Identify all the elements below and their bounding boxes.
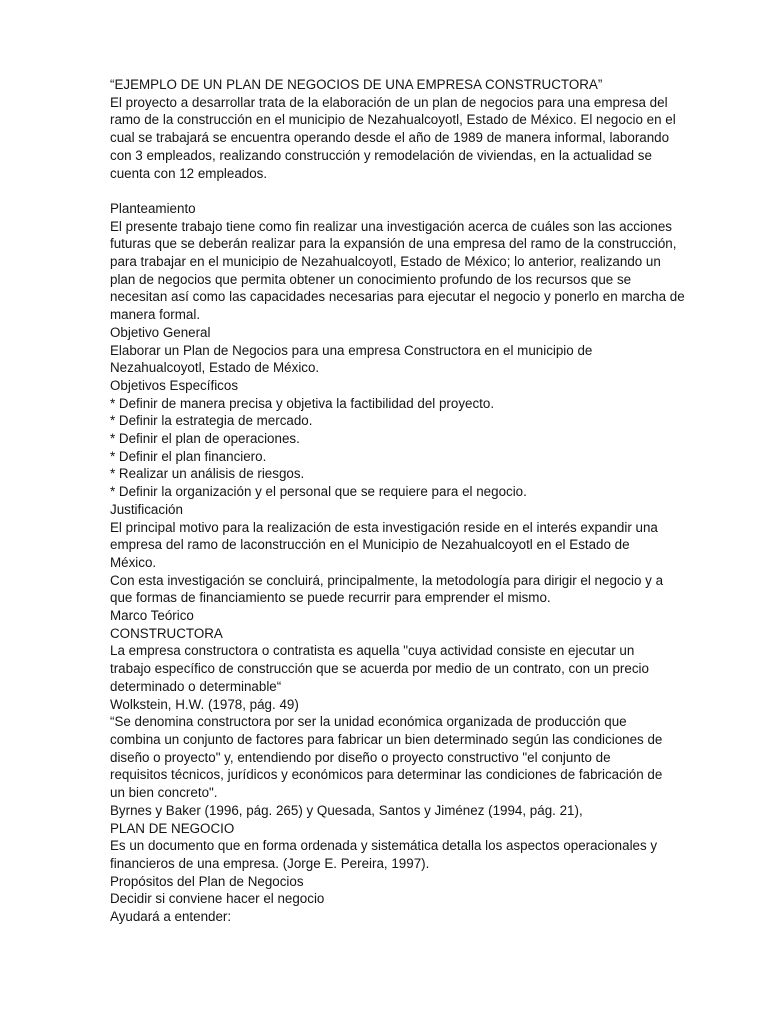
text-line: necesitan así como las capacidades necesarias para ejecutar el negocio y ponerlo en marcha de	[110, 289, 685, 305]
section-marco-teorico	[110, 607, 670, 819]
list-item: * Definir el plan financiero.	[110, 448, 267, 464]
text-line: un bien concreto".	[110, 785, 218, 801]
text-line: diseño o proyecto" y, entendiendo por diseño o proyecto constructivo "el conjunto de	[110, 749, 611, 765]
text-line: cuenta con 12 empleados.	[110, 165, 268, 181]
text-line: Es un documento que en forma ordenada y sistemática detalla los aspectos operacionales y	[110, 838, 658, 854]
text-line: para trabajar en el municipio de Nezahualcoyotl, Estado de México; lo anterior, realizando un	[110, 254, 661, 270]
text-line: El principal motivo para la realización de esta investigación reside en el interés expandir una	[110, 519, 658, 535]
section-heading: Marco Teórico	[110, 608, 194, 624]
section-heading: Propósitos del Plan de Negocios	[110, 873, 304, 889]
text-line: determinado o determinable“	[110, 678, 282, 694]
list-item: * Definir la estrategia de mercado.	[110, 413, 313, 429]
text-line: El proyecto a desarrollar trata de la elaboración de un plan de negocios para una empresa del	[110, 94, 668, 110]
section-heading: PLAN DE NEGOCIO	[110, 820, 235, 836]
text-line: futuras que se deberán realizar para la expansión de una empresa del ramo de la construcción,	[110, 236, 677, 252]
document-title: “EJEMPLO DE UN PLAN DE NEGOCIOS DE UNA EMPRESA CONSTRUCTORA”	[110, 77, 603, 92]
section-heading: Justificación	[110, 501, 183, 517]
text-line: Elaborar un Plan de Negocios para una empresa Constructora en el municipio de	[110, 342, 593, 358]
text-line: Decidir si conviene hacer el negocio	[110, 891, 325, 907]
section-heading: Objetivo General	[110, 324, 211, 340]
text-line: cual se trabajará se encuentra operando desde el año de 1989 de manera informal, laborando	[110, 130, 670, 146]
text-line: Con esta investigación se concluirá, principalmente, la metodología para dirigir el negocio y a	[110, 572, 664, 588]
citation-line: Byrnes y Baker (1996, pág. 265) y Quesada, Santos y Jiménez (1994, pág. 21),	[110, 802, 583, 818]
section-subheading: CONSTRUCTORA	[110, 625, 223, 641]
text-line: El presente trabajo tiene como fin realizar una investigación acerca de cuáles son las acciones	[110, 218, 672, 234]
text-line: que formas de financiamiento se puede recurrir para emprender el mismo.	[110, 590, 551, 606]
citation-line: Wolkstein, H.W. (1978, pág. 49)	[110, 696, 299, 712]
text-line: “Se denomina constructora por ser la unidad económica organizada de producción que	[110, 714, 627, 730]
list-item: * Definir la organización y el personal que se requiere para el negocio.	[110, 484, 527, 500]
section-objetivos-especificos	[110, 377, 670, 501]
list-item: * Definir el plan de operaciones.	[110, 431, 300, 447]
section-plan-de-negocio	[110, 820, 670, 873]
text-line: financieros de una empresa. (Jorge E. Pereira, 1997).	[110, 855, 430, 871]
text-line: México.	[110, 554, 157, 570]
text-line: ramo de la construcción en el municipio de Nezahualcoyotl, Estado de México. El negocio en el	[110, 112, 676, 128]
section-justificacion	[110, 501, 670, 607]
text-line: combina un conjunto de factores para fabricar un bien determinado según las condiciones de	[110, 732, 663, 747]
paragraph-gap	[110, 182, 670, 200]
text-line: manera formal.	[110, 307, 201, 323]
list-item: * Definir de manera precisa y objetiva la factibilidad del proyecto.	[110, 395, 495, 411]
list-item: * Realizar un análisis de riesgos.	[110, 466, 305, 482]
document-page	[110, 76, 685, 926]
text-line: Nezahualcoyotl, Estado de México.	[110, 360, 320, 376]
section-heading: Planteamiento	[110, 200, 196, 216]
intro-paragraph	[110, 94, 676, 183]
section-heading: Objetivos Específicos	[110, 377, 239, 393]
section-objetivo-general	[110, 324, 670, 377]
text-line: con 3 empleados, realizando construcción y remodelación de viviendas, en la actualidad se	[110, 147, 652, 163]
text-line: La empresa constructora o contratista es aquella "cuya actividad consiste en ejecutar un	[110, 643, 635, 659]
section-planteamiento	[110, 200, 685, 324]
text-line: plan de negocios que permita obtener un conocimiento profundo de los recursos que se	[110, 271, 632, 287]
text-line: trabajo específico de construcción que se acuerda por medio de un contrato, con un precio	[110, 661, 649, 677]
text-line: empresa del ramo de laconstrucción en el Municipio de Nezahualcoyotl en el Estado de	[110, 537, 630, 553]
text-line: requisitos técnicos, jurídicos y económicos para determinar las condiciones de fabricación de	[110, 767, 663, 783]
text-line: Ayudará a entender:	[110, 909, 232, 925]
section-propositos	[110, 873, 670, 926]
